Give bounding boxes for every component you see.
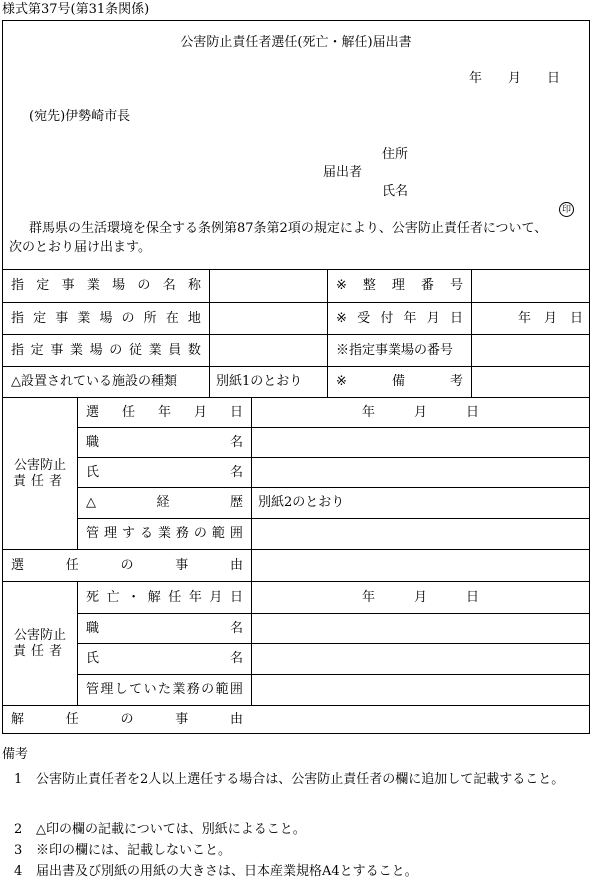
- date-line: 年 月 日: [469, 71, 561, 86]
- dismissed-name-label: 氏 名: [86, 651, 243, 666]
- dismissal-reason-field[interactable]: [252, 706, 589, 734]
- form-id: 様式第37号(第31条関係): [2, 2, 150, 17]
- notes-title: 備考: [2, 747, 29, 762]
- seal-icon: 印: [559, 202, 574, 217]
- dismissal-group-label: 公害防止 責任者: [12, 627, 67, 659]
- dismissed-position-field[interactable]: [252, 614, 589, 643]
- dismissal-date-label: 死 亡 ・ 解 任 年 月 日: [86, 589, 243, 605]
- ref-no-label: ※ 整 理 番 号: [336, 278, 463, 293]
- dismissal-reason-label: 解 任 の 事 由: [11, 712, 243, 727]
- facility-address-field[interactable]: [210, 303, 327, 334]
- previous-scope-field[interactable]: [252, 675, 589, 705]
- applicant-label: 届出者: [323, 165, 363, 180]
- remarks-label: ※ 備 考: [336, 374, 463, 389]
- ref-no-field[interactable]: [472, 270, 589, 302]
- note-item: 3 ※印の欄には、記載しないこと。: [14, 843, 232, 858]
- career-label: △ 経 歴: [86, 495, 243, 510]
- form-frame: [2, 20, 590, 734]
- employees-field[interactable]: [210, 335, 327, 366]
- appointment-reason-label: 選 任 の 事 由: [11, 557, 243, 573]
- facility-address-label: 指 定 事 業 場 の 所 在 地: [11, 310, 201, 326]
- name-label: 氏名: [382, 184, 409, 199]
- appointment-date-label: 選 任 年 月 日: [86, 404, 243, 420]
- equipment-label: △設置されている施設の種類: [11, 374, 177, 389]
- appointment-group-label: 公害防止 責任者: [12, 457, 67, 489]
- statement-line-1: 群馬県の生活環境を保全する条例第87条第2項の規定により、公害防止責任者について、: [29, 221, 548, 236]
- appointment-reason-field[interactable]: [252, 550, 589, 581]
- appointment-date-value: 年 月 日: [361, 404, 479, 420]
- statement-line-2: 次のとおり届け出ます。: [9, 240, 151, 255]
- note-item: 1 公害防止責任者を2人以上選任する場合は、公害防止責任者の欄に追加して記載すること。: [14, 772, 565, 787]
- facility-name-label: 指 定 事 業 場 の 名 称: [11, 278, 201, 293]
- employees-label: 指 定 事 業 場 の 従 業 員 数: [11, 342, 201, 358]
- equipment-value: 別紙1のとおり: [216, 374, 303, 389]
- appointee-name-field[interactable]: [252, 458, 589, 487]
- scope-field[interactable]: [252, 519, 589, 549]
- note-item: 2 △印の欄の記載については、別紙によること。: [14, 822, 306, 837]
- dismissal-date-value: 年 月 日: [361, 589, 479, 605]
- received-date-label: ※ 受 付 年 月 日: [336, 310, 463, 326]
- appointee-position-field[interactable]: [252, 428, 589, 457]
- appointee-position-label: 職 名: [86, 434, 243, 450]
- note-item: 4 届出書及び別紙の用紙の大きさは、日本産業規格A4とすること。: [14, 864, 418, 879]
- received-date-value: 年 月 日: [517, 310, 583, 326]
- facility-name-field[interactable]: [210, 270, 327, 302]
- site-no-field[interactable]: [472, 335, 589, 366]
- address-label: 住所: [382, 147, 409, 162]
- dismissed-position-label: 職 名: [86, 620, 243, 636]
- appointee-name-label: 氏 名: [86, 464, 243, 480]
- site-no-label: ※指定事業場の番号: [336, 342, 454, 358]
- dismissed-name-field[interactable]: [252, 644, 589, 674]
- remarks-field[interactable]: [472, 367, 589, 397]
- scope-label: 管 理 す る 業 務 の 範 囲: [86, 526, 243, 541]
- previous-scope-label: 管 理 し て い た 業 務 の 範 囲: [86, 682, 243, 697]
- career-value: 別紙2のとおり: [258, 495, 345, 510]
- addressee: (宛先)伊勢崎市長: [29, 109, 131, 124]
- form-title: 公害防止責任者選任(死亡・解任)届出書: [180, 35, 412, 50]
